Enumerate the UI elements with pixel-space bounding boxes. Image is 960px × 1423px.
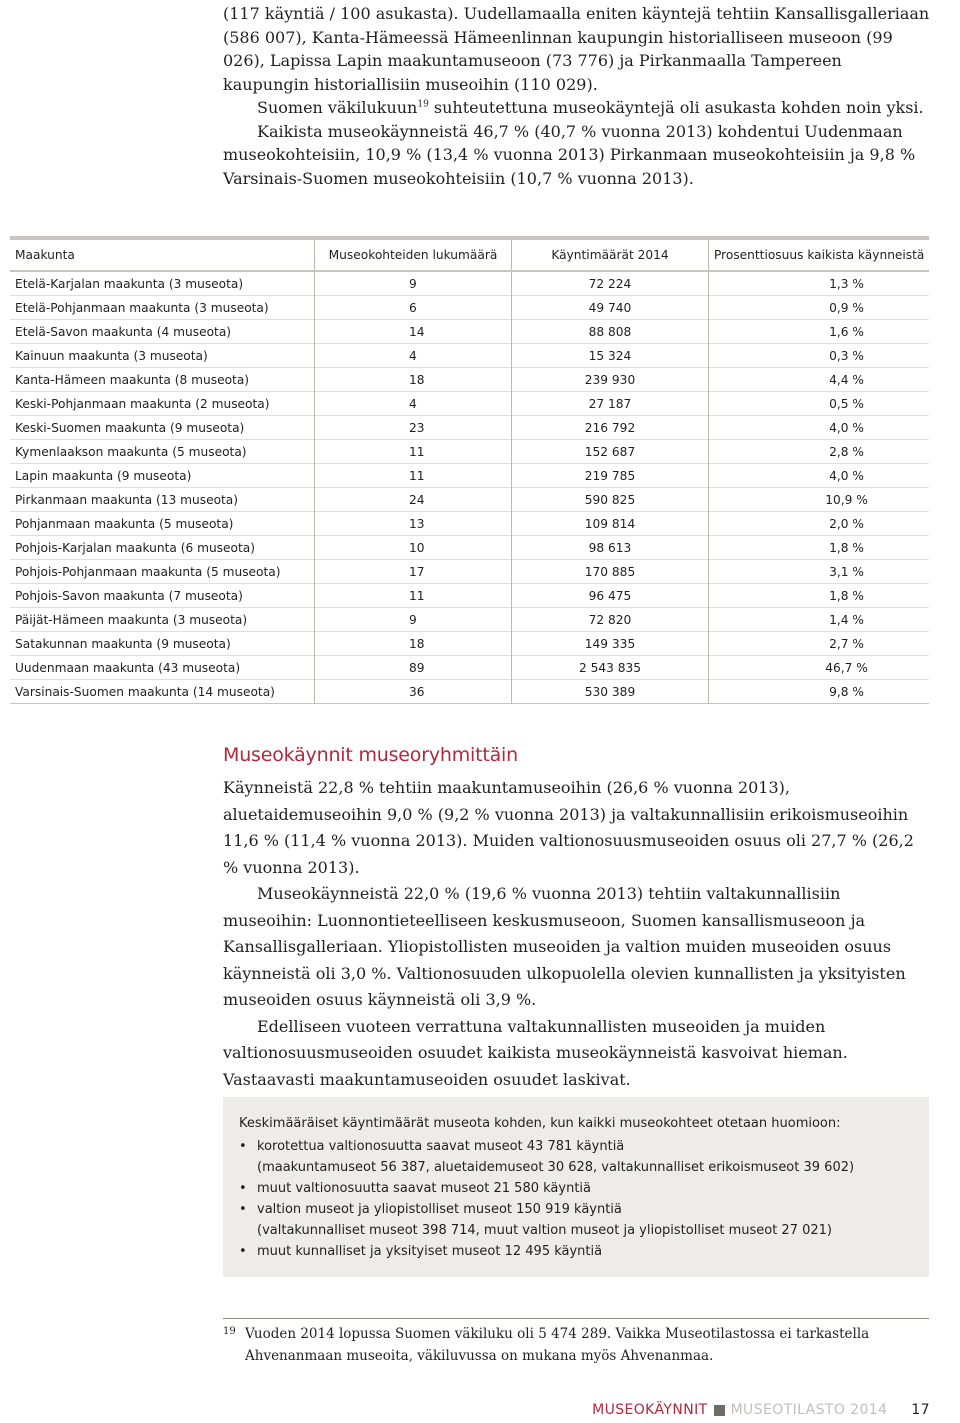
table-row — [10, 608, 929, 632]
cell-site-count: 4 — [315, 392, 512, 416]
page-number: 17 — [911, 1402, 930, 1418]
cell-visits: 15 324 — [512, 344, 709, 368]
square-icon — [714, 1405, 725, 1416]
cell-share: 4,4 % — [709, 368, 930, 392]
cell-share: 0,3 % — [709, 344, 930, 368]
cell-site-count: 11 — [315, 584, 512, 608]
cell-region: Pohjanmaan maakunta (5 museota) — [15, 516, 234, 531]
cell-share: 0,9 % — [709, 296, 930, 320]
cell-region: Pohjois-Pohjanmaan maakunta (5 museota) — [15, 564, 281, 579]
column-header-share: Prosenttiosuus kaikista käynneistä — [709, 240, 930, 271]
cell-visits: 219 785 — [512, 464, 709, 488]
table-row — [10, 344, 929, 368]
intro-paragraph-1: (117 käyntiä / 100 asukasta). Uudellamaalla eniten käyntejä tehtiin Kansallisgalleriaan (586 007), Kanta-Hämeessä Hämeenlinnan kaupungin historialliseen museoon (99 026), Lapissa Lapin maakuntamuseoon (73 776) ja Pirkanmaalla Tampereen kaupungin historiallisiin museoihin (110 029). — [223, 4, 930, 94]
cell-site-count: 10 — [315, 536, 512, 560]
footer-brand: MUSEOKÄYNNIT — [592, 1402, 708, 1418]
cell-visits: 49 740 — [512, 296, 709, 320]
cell-share: 1,3 % — [709, 271, 930, 296]
info-box-title: Keskimääräiset käyntimäärät museota kohden, kun kaikki museokohteet otetaan huomioon: — [239, 1116, 841, 1131]
cell-visits: 170 885 — [512, 560, 709, 584]
cell-site-count: 18 — [315, 632, 512, 656]
table-row — [10, 440, 929, 464]
info-box-list — [239, 1136, 913, 1262]
cell-visits: 88 808 — [512, 320, 709, 344]
cell-region: Etelä-Savon maakunta (4 museota) — [15, 324, 232, 339]
cell-site-count: 13 — [315, 512, 512, 536]
footnote-divider — [223, 1318, 929, 1319]
cell-visits: 239 930 — [512, 368, 709, 392]
page-footer — [592, 1402, 930, 1418]
bullet-icon: • — [239, 1202, 247, 1217]
table-row — [10, 560, 929, 584]
list-item — [239, 1199, 913, 1241]
cell-share: 2,8 % — [709, 440, 930, 464]
cell-share: 2,0 % — [709, 512, 930, 536]
table-body — [10, 271, 929, 704]
table-row — [10, 488, 929, 512]
table-row — [10, 464, 929, 488]
cell-share: 4,0 % — [709, 416, 930, 440]
cell-region: Pohjois-Karjalan maakunta (6 museota) — [15, 540, 255, 555]
cell-region: Satakunnan maakunta (9 museota) — [15, 636, 231, 651]
cell-visits: 98 613 — [512, 536, 709, 560]
section-heading: Museokäynnit museoryhmittäin — [223, 744, 518, 766]
cell-region: Etelä-Karjalan maakunta (3 museota) — [15, 276, 244, 291]
cell-region: Varsinais-Suomen maakunta (14 museota) — [15, 684, 275, 699]
intro-text — [223, 2, 931, 190]
list-item — [239, 1241, 913, 1262]
cell-region: Uudenmaan maakunta (43 museota) — [15, 660, 241, 675]
section-body — [223, 775, 931, 1093]
cell-region: Päijät-Hämeen maakunta (3 museota) — [15, 612, 248, 627]
cell-site-count: 14 — [315, 320, 512, 344]
cell-site-count: 6 — [315, 296, 512, 320]
cell-region: Pirkanmaan maakunta (13 museota) — [15, 492, 239, 507]
cell-site-count: 17 — [315, 560, 512, 584]
cell-region: Lapin maakunta (9 museota) — [15, 468, 192, 483]
list-item-detail: (maakuntamuseot 56 387, aluetaidemuseot 30 628, valtakunnalliset erikoismuseot 39 602) — [257, 1160, 855, 1175]
info-box — [223, 1097, 929, 1277]
cell-site-count: 11 — [315, 464, 512, 488]
table-row — [10, 536, 929, 560]
cell-share: 1,8 % — [709, 536, 930, 560]
cell-region: Keski-Suomen maakunta (9 museota) — [15, 420, 245, 435]
footnote — [223, 1324, 929, 1367]
intro-paragraph-2-start: Suomen väkilukuun — [257, 98, 418, 117]
bullet-icon: • — [239, 1139, 247, 1154]
cell-visits: 27 187 — [512, 392, 709, 416]
cell-visits: 152 687 — [512, 440, 709, 464]
column-header-site-count: Museokohteiden lukumäärä — [315, 240, 512, 271]
list-item-line: valtion museot ja yliopistolliset museot 150 919 käyntiä — [257, 1202, 622, 1217]
cell-share: 9,8 % — [709, 680, 930, 704]
list-item-detail: (valtakunnalliset museot 398 714, muut valtion museot ja yliopistolliset museot 27 021) — [257, 1223, 832, 1238]
intro-paragraph-3: Kaikista museokäynneistä 46,7 % (40,7 % vuonna 2013) kohdentui Uudenmaan museokohteisiin, 10,9 % (13,4 % vuonna 2013) Pirkanmaan museokohteisiin ja 9,8 % Varsinais-Suomen museokohteisiin (10,7 % vuonna 2013). — [223, 121, 916, 188]
cell-share: 0,5 % — [709, 392, 930, 416]
intro-paragraph-2 — [223, 96, 931, 120]
cell-share: 46,7 % — [709, 656, 930, 680]
section-paragraph-2: Museokäynneistä 22,0 % (19,6 % vuonna 2013) tehtiin valtakunnallisiin museoihin: Luonnontieteelliseen keskusmuseoon, Suomen kansallismuseoon ja Kansallisgalleriaan. Yliopistollisten museoiden ja valtion muiden museoiden osuus käynneistä oli 3,0 %. Valtionosuuden ulkopuolella olevien kunnallisten ja yksityisten museoiden osuus käynneistä oli 3,9 %. — [223, 884, 906, 1009]
table-row — [10, 271, 929, 296]
cell-visits: 530 389 — [512, 680, 709, 704]
table-row — [10, 368, 929, 392]
cell-region: Kymenlaakson maakunta (5 museota) — [15, 444, 247, 459]
cell-site-count: 18 — [315, 368, 512, 392]
table-row — [10, 680, 929, 704]
cell-region: Keski-Pohjanmaan maakunta (2 museota) — [15, 396, 270, 411]
cell-region: Kanta-Hämeen maakunta (8 museota) — [15, 372, 250, 387]
table-row — [10, 512, 929, 536]
cell-visits: 149 335 — [512, 632, 709, 656]
statistics-table — [10, 236, 929, 704]
list-item-line: muut valtionosuutta saavat museot 21 580 käyntiä — [257, 1181, 591, 1196]
cell-visits: 109 814 — [512, 512, 709, 536]
cell-region: Pohjois-Savon maakunta (7 museota) — [15, 588, 243, 603]
regions-table — [10, 240, 929, 704]
cell-region: Kainuun maakunta (3 museota) — [15, 348, 208, 363]
bullet-icon: • — [239, 1181, 247, 1196]
table-row — [10, 416, 929, 440]
column-header-region: Maakunta — [10, 240, 315, 271]
cell-site-count: 36 — [315, 680, 512, 704]
cell-share: 2,7 % — [709, 632, 930, 656]
cell-site-count: 24 — [315, 488, 512, 512]
cell-visits: 72 224 — [512, 271, 709, 296]
cell-visits: 590 825 — [512, 488, 709, 512]
table-row — [10, 296, 929, 320]
table-header-row — [10, 240, 929, 271]
list-item — [239, 1136, 913, 1178]
table-row — [10, 584, 929, 608]
list-item — [239, 1178, 913, 1199]
table-row — [10, 320, 929, 344]
cell-share: 1,6 % — [709, 320, 930, 344]
footnote-number: 19 — [223, 1326, 236, 1337]
section-paragraph-1: Käynneistä 22,8 % tehtiin maakuntamuseoihin (26,6 % vuonna 2013), aluetaidemuseoihin 9,0 % (9,2 % vuonna 2013) ja valtakunnallisiin erikoismuseoihin 11,6 % (11,4 % vuonna 2013). Muiden valtionosuusmuseoiden osuus oli 27,7 % (26,2 % vuonna 2013). — [223, 778, 914, 877]
section-paragraph-3: Edelliseen vuoteen verrattuna valtakunnallisten museoiden ja muiden valtionosuusmuseoiden osuudet kaikista museokäynneistä kasvoivat hieman. Vastaavasti maakuntamuseoiden osuudet laskivat. — [223, 1016, 848, 1089]
cell-visits: 2 543 835 — [512, 656, 709, 680]
cell-site-count: 9 — [315, 608, 512, 632]
table-row — [10, 656, 929, 680]
footnote-reference: 19 — [417, 99, 429, 110]
intro-paragraph-2-end: suhteutettuna museokäyntejä oli asukasta kohden noin yksi. — [428, 98, 924, 117]
cell-site-count: 11 — [315, 440, 512, 464]
cell-site-count: 23 — [315, 416, 512, 440]
cell-visits: 216 792 — [512, 416, 709, 440]
column-header-visits: Käyntimäärät 2014 — [512, 240, 709, 271]
table-row — [10, 632, 929, 656]
footer-publication: MUSEOTILASTO 2014 — [730, 1402, 888, 1418]
cell-share: 1,8 % — [709, 584, 930, 608]
cell-site-count: 4 — [315, 344, 512, 368]
cell-share: 1,4 % — [709, 608, 930, 632]
cell-site-count: 9 — [315, 271, 512, 296]
cell-share: 3,1 % — [709, 560, 930, 584]
list-item-line: muut kunnalliset ja yksityiset museot 12 495 käyntiä — [257, 1244, 603, 1259]
table-row — [10, 392, 929, 416]
list-item-line: korotettua valtionosuutta saavat museot 43 781 käyntiä — [257, 1139, 625, 1154]
cell-visits: 72 820 — [512, 608, 709, 632]
cell-region: Etelä-Pohjanmaan maakunta (3 museota) — [15, 300, 269, 315]
bullet-icon: • — [239, 1244, 247, 1259]
footnote-text: Vuoden 2014 lopussa Suomen väkiluku oli 5 474 289. Vaikka Museotilastossa ei tarkastella Ahvenanmaan museoita, väkiluvussa on mukana myös Ahvenanmaa. — [245, 1326, 870, 1364]
cell-share: 10,9 % — [709, 488, 930, 512]
cell-site-count: 89 — [315, 656, 512, 680]
cell-visits: 96 475 — [512, 584, 709, 608]
cell-share: 4,0 % — [709, 464, 930, 488]
